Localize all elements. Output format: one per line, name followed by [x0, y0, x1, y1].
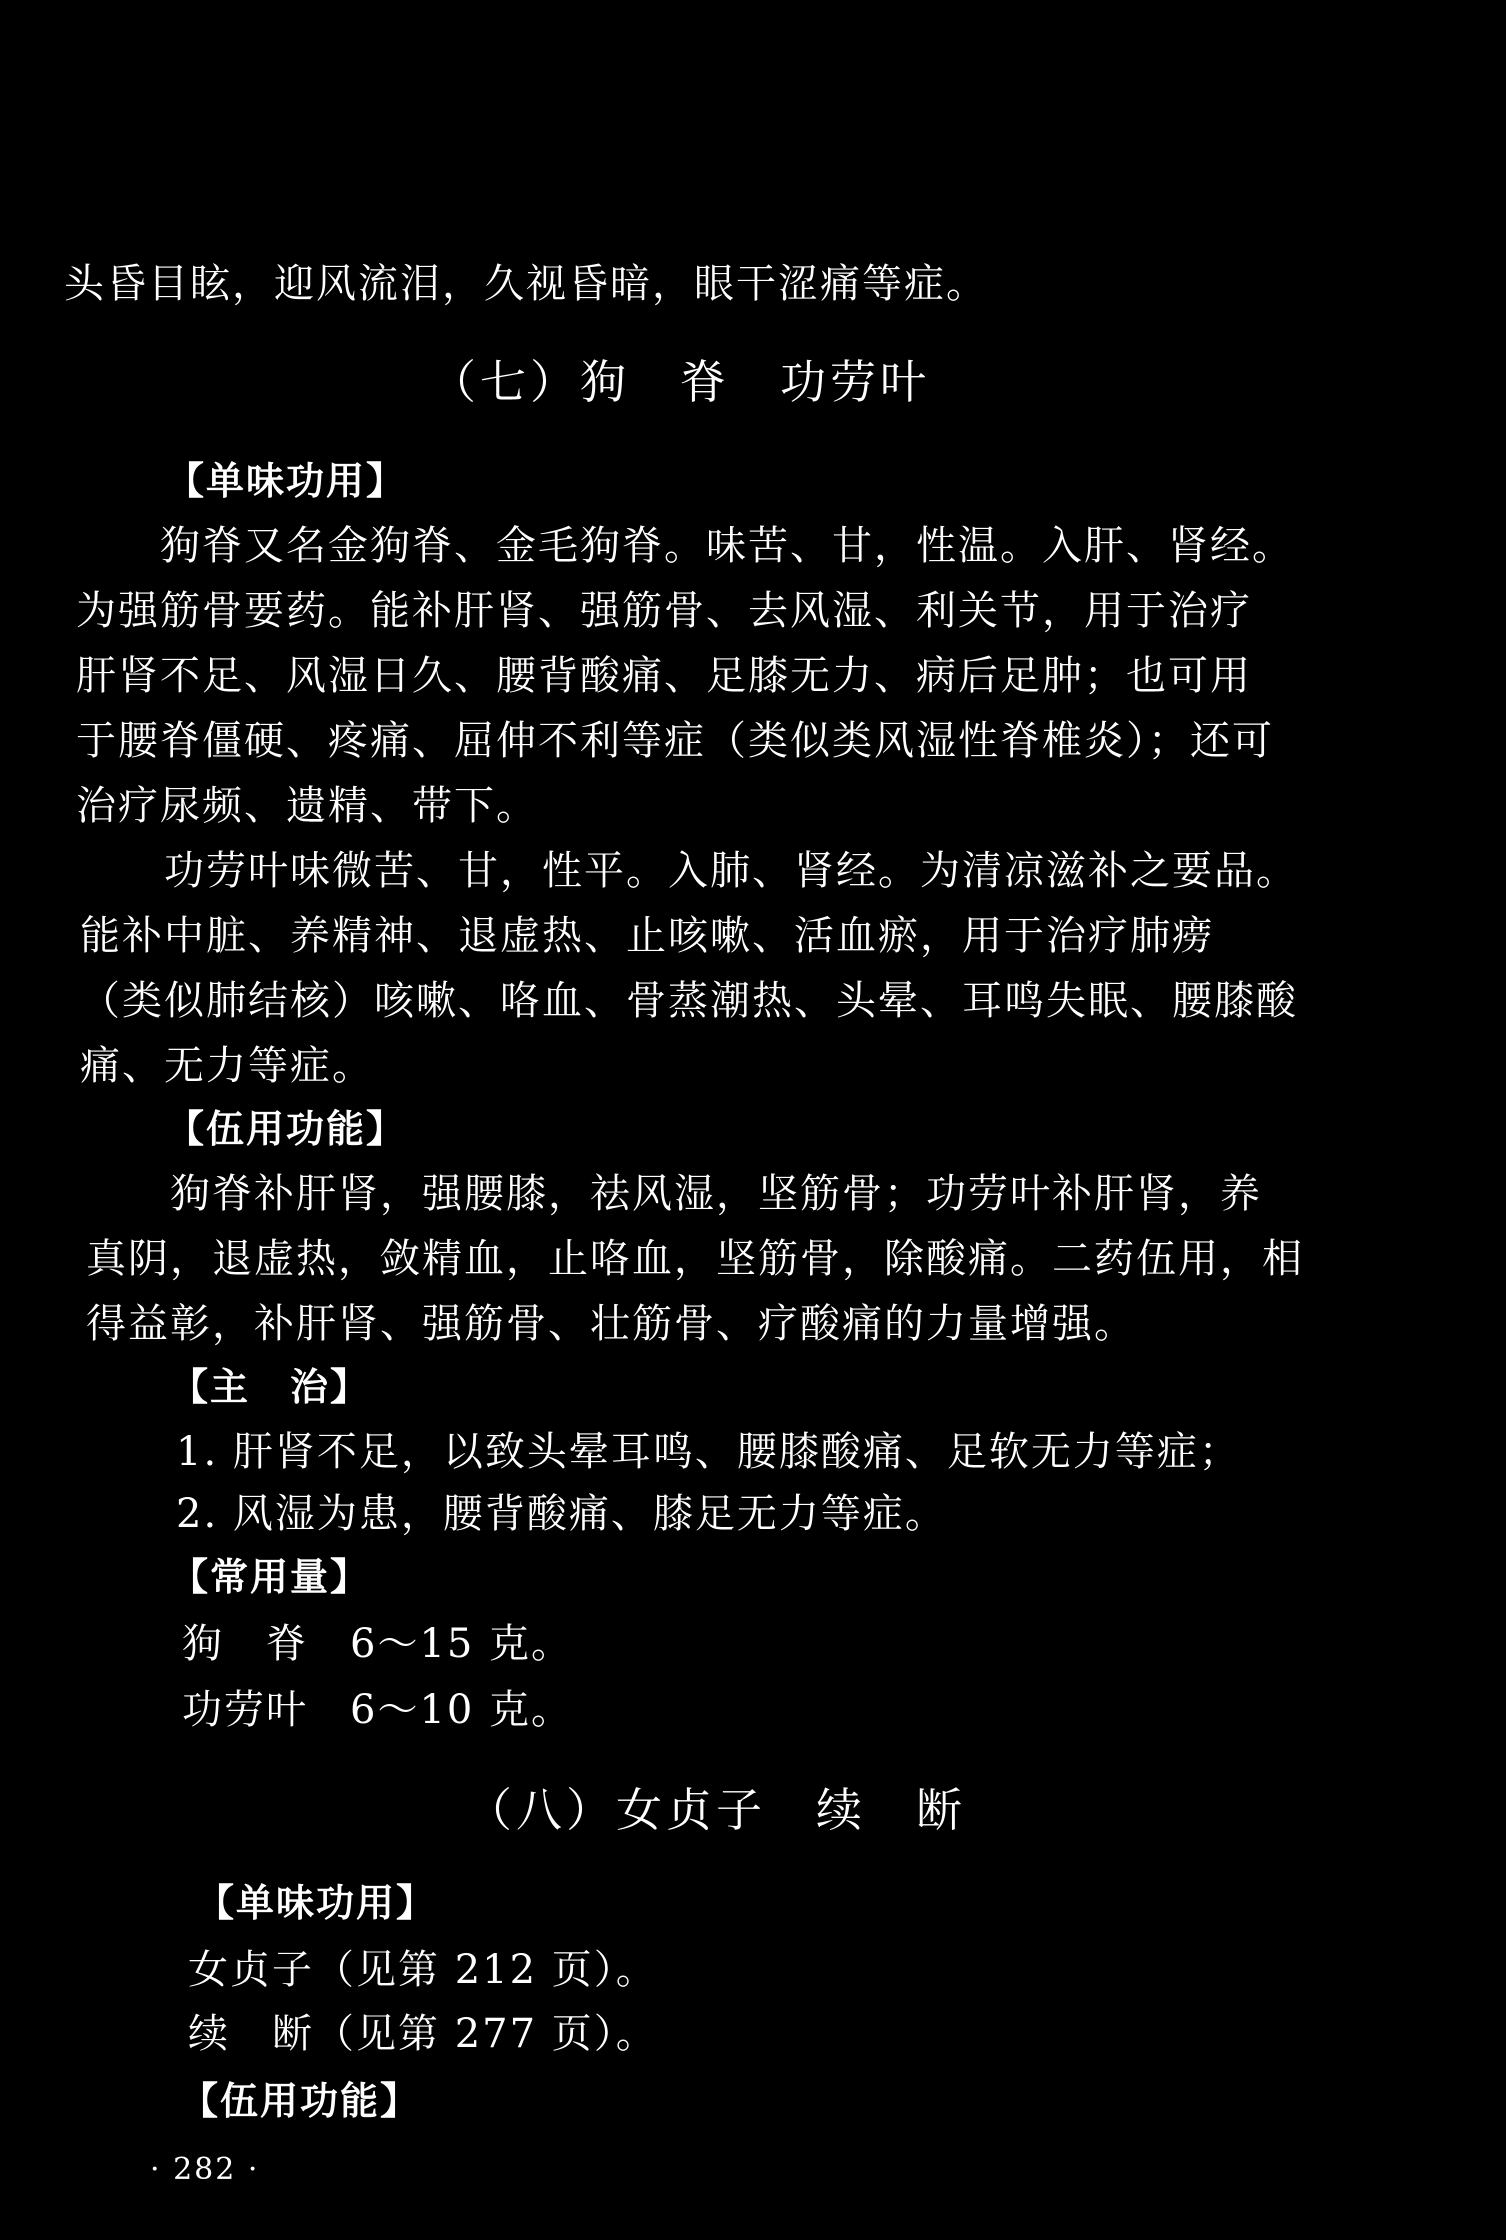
section-7-single-text-5: 治疗尿频、遗精、带下。: [76, 783, 538, 829]
section-7-dosage-1: 狗 脊 6～15 克。: [182, 1621, 574, 1667]
section-7-combo-label: 【伍用功能】: [166, 1107, 407, 1151]
section-7-combo-text-2: 真阴，退虚热，敛精血，止咯血，坚筋骨，除酸痛。二药伍用，相: [86, 1236, 1304, 1282]
section-7-single-text-3: 肝肾不足、风湿日久、腰背酸痛、足膝无力、病后足肿；也可用: [76, 653, 1252, 699]
section-7-single-label: 【单味功用】: [166, 459, 407, 503]
section-8-single-text-2: 续 断（见第 277 页）。: [188, 2011, 658, 2057]
section-8-single-label: 【单味功用】: [196, 1881, 437, 1925]
section-7-single-text-4: 于腰脊僵硬、疼痛、屈伸不利等症（类似类风湿性脊椎炎）；还可: [76, 718, 1274, 764]
intro-line: 头昏目眩，迎风流泪，久视昏暗，眼干涩痛等症。: [64, 261, 988, 307]
page-number: · 282 ·: [150, 2152, 260, 2187]
section-7-indication-1: 1. 肝肾不足，以致头晕耳鸣、腰膝酸痛、足软无力等症；: [176, 1429, 1241, 1475]
section-8-combo-label: 【伍用功能】: [180, 2079, 421, 2123]
section-7-title: （七）狗 脊 功劳叶: [430, 355, 930, 409]
section-7-single-text-9: 痛、无力等症。: [80, 1043, 374, 1089]
section-8-single-text-1: 女贞子（见第 212 页）。: [188, 1947, 658, 1993]
section-7-indications-label: 【主 治】: [170, 1365, 371, 1409]
section-7-single-text-6: 功劳叶味微苦、甘，性平。入肺、肾经。为清凉滋补之要品。: [164, 848, 1298, 894]
section-7-single-text-2: 为强筋骨要药。能补肝肾、强筋骨、去风湿、利关节，用于治疗: [76, 588, 1252, 634]
section-7-dosage-label: 【常用量】: [170, 1555, 371, 1599]
section-7-single-text-7: 能补中脏、养精神、退虚热、止咳嗽、活血瘀，用于治疗肺痨: [80, 913, 1214, 959]
section-7-single-text-1: 狗脊又名金狗脊、金毛狗脊。味苦、甘，性温。入肝、肾经。: [160, 523, 1294, 569]
section-7-combo-text-3: 得益彰，补肝肾、强筋骨、壮筋骨、疗酸痛的力量增强。: [86, 1301, 1136, 1347]
section-8-title: （八）女贞子 续 断: [466, 1783, 966, 1837]
section-7-dosage-2: 功劳叶 6～10 克。: [182, 1687, 574, 1733]
section-7-combo-text-1: 狗脊补肝肾，强腰膝，祛风湿，坚筋骨；功劳叶补肝肾，养: [170, 1171, 1262, 1217]
section-7-indication-2: 2. 风湿为患，腰背酸痛、膝足无力等症。: [176, 1491, 947, 1537]
section-7-single-text-8: （类似肺结核）咳嗽、咯血、骨蒸潮热、头晕、耳鸣失眠、腰膝酸: [80, 978, 1298, 1024]
